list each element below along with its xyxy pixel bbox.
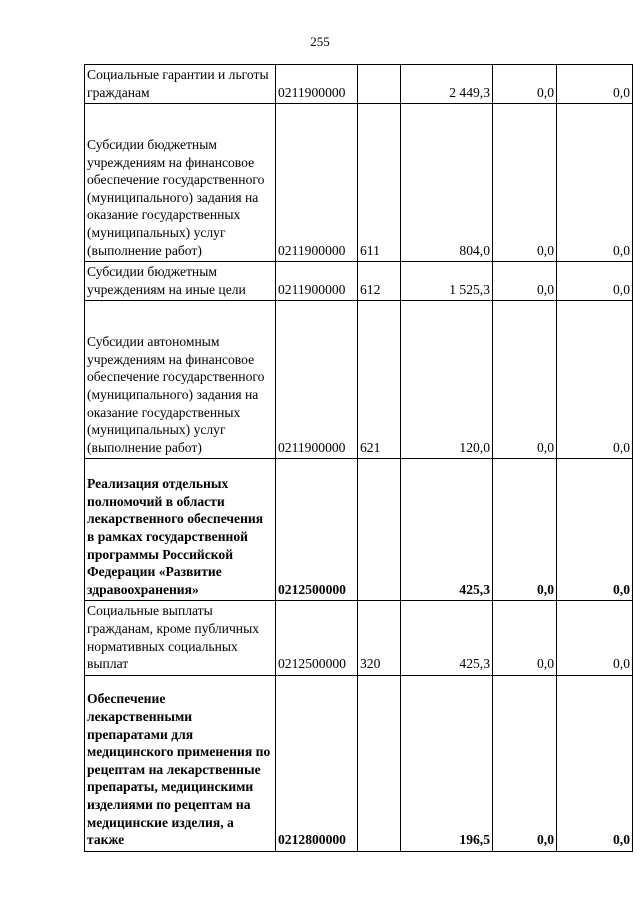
row-name-cell: [85, 675, 276, 851]
row-value-1: 0,0: [493, 301, 557, 459]
row-name: Субсидии автономным учреждениям на финансовое обеспечение государственного (муниципального) задания на оказание государственных (муниципальных) услуг (выполнение работ): [87, 334, 265, 455]
row-code: 0212500000: [276, 459, 358, 601]
row-name: Субсидии бюджетным учреждениям на финансовое обеспечение государственного (муниципального) задания на оказание государственных (муниципальных) услуг (выполнение работ): [87, 137, 265, 258]
row-sum: 804,0: [401, 104, 493, 262]
row-sum: 1 525,3: [401, 262, 493, 301]
row-value-2: 0,0: [557, 262, 633, 301]
row-expense-type: [358, 459, 401, 601]
row-value-2: 0,0: [557, 675, 633, 851]
row-expense-type: [358, 65, 401, 104]
row-expense-type: 621: [358, 301, 401, 459]
row-code: 0211900000: [276, 262, 358, 301]
row-value-2: 0,0: [557, 601, 633, 675]
row-code: 0212500000: [276, 601, 358, 675]
row-value-1: 0,0: [493, 675, 557, 851]
row-value-1: 0,0: [493, 601, 557, 675]
budget-table: [84, 64, 633, 852]
row-name-cell: [85, 104, 276, 262]
row-code: 0211900000: [276, 65, 358, 104]
table-row: [85, 104, 633, 262]
row-code: 0211900000: [276, 104, 358, 262]
row-name: Субсидии бюджетным учреждениям на иные цели: [87, 264, 246, 297]
row-name-cell: [85, 459, 276, 601]
row-value-2: 0,0: [557, 65, 633, 104]
row-value-1: 0,0: [493, 262, 557, 301]
row-value-2: 0,0: [557, 104, 633, 262]
row-name-cell: [85, 65, 276, 104]
row-expense-type: [358, 675, 401, 851]
row-sum: 425,3: [401, 459, 493, 601]
row-name: Реализация отдельных полномочий в области лекарственного обеспечения в рамках государственной программы Российской Федерации «Развитие здравоохранения»: [87, 476, 264, 597]
page-number: 255: [310, 34, 330, 49]
row-value-2: 0,0: [557, 459, 633, 601]
row-sum: 2 449,3: [401, 65, 493, 104]
row-expense-type: 611: [358, 104, 401, 262]
row-value-1: 0,0: [493, 104, 557, 262]
row-name: Социальные гарантии и льготы гражданам: [87, 67, 269, 100]
row-sum: 120,0: [401, 301, 493, 459]
row-expense-type: 612: [358, 262, 401, 301]
row-sum: 425,3: [401, 601, 493, 675]
row-value-1: 0,0: [493, 459, 557, 601]
row-expense-type: 320: [358, 601, 401, 675]
row-name: Обеспечение лекарственными препаратами для медицинского применения по рецептам на лекарственные препараты, медицинскими изделиями по рецептам на медицинские изделия, а также: [87, 691, 271, 848]
table-row: [85, 459, 633, 601]
row-code: 0211900000: [276, 301, 358, 459]
row-value-1: 0,0: [493, 65, 557, 104]
row-sum: 196,5: [401, 675, 493, 851]
row-code: 0212800000: [276, 675, 358, 851]
table-row: [85, 601, 633, 675]
row-name-cell: [85, 301, 276, 459]
row-name-cell: [85, 262, 276, 301]
table-row: [85, 675, 633, 851]
table-row: [85, 65, 633, 104]
table-row: [85, 262, 633, 301]
row-name: Социальные выплаты гражданам, кроме публичных нормативных социальных выплат: [87, 603, 259, 672]
table-row: [85, 301, 633, 459]
row-name-cell: [85, 601, 276, 675]
row-value-2: 0,0: [557, 301, 633, 459]
